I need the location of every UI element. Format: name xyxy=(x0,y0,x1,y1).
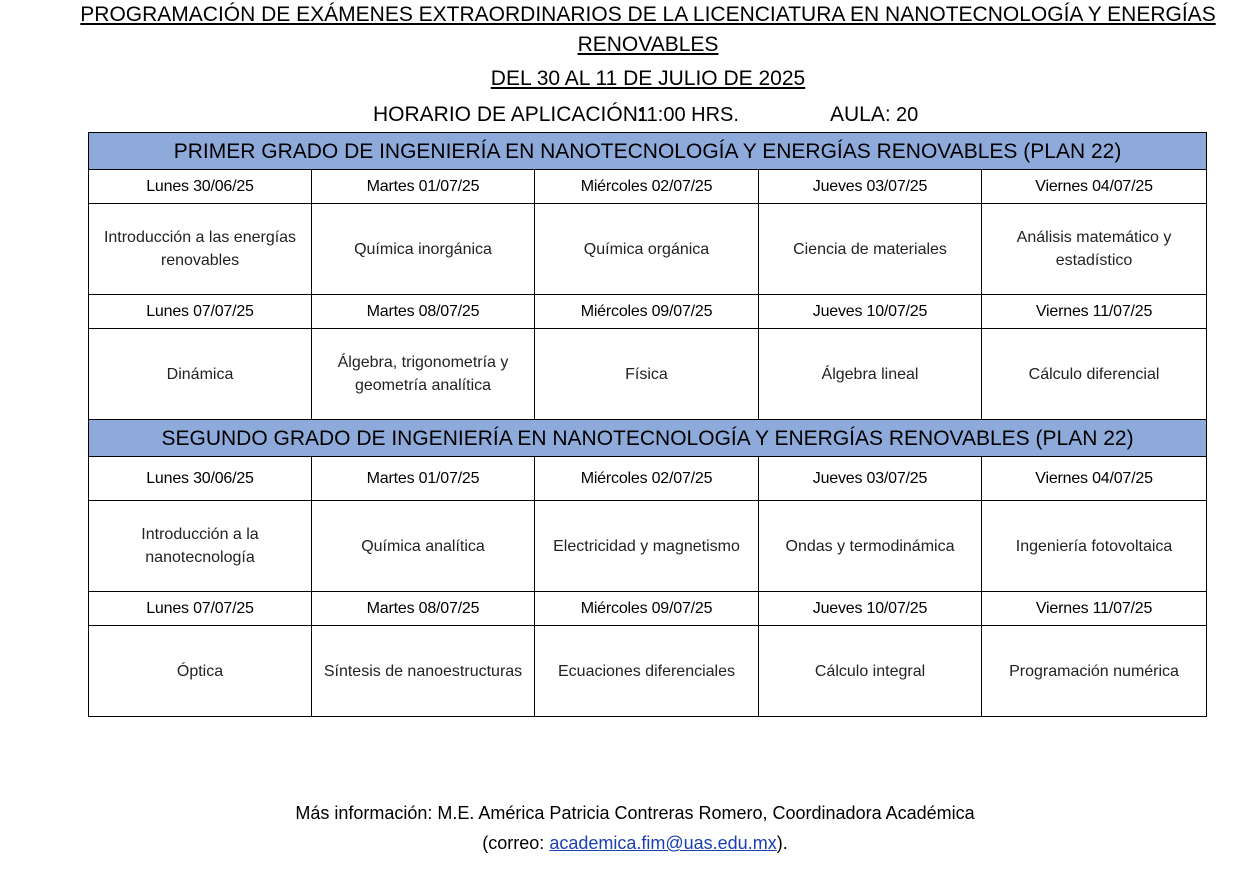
day-row xyxy=(89,592,1207,626)
grade-title: SEGUNDO GRADO DE INGENIERÍA EN NANOTECNOLOGÍA Y ENERGÍAS RENOVABLES (PLAN 22) xyxy=(89,420,1207,457)
room-value: 20 xyxy=(896,104,919,126)
grade-title: PRIMER GRADO DE INGENIERÍA EN NANOTECNOLOGÍA Y ENERGÍAS RENOVABLES (PLAN 22) xyxy=(89,133,1207,170)
schedule-info xyxy=(0,100,1246,130)
day-cell: Martes 08/07/25 xyxy=(312,295,535,329)
time-label: HORARIO DE APLICACIÓN: xyxy=(373,103,644,126)
subject-cell: Ingeniería fotovoltaica xyxy=(982,501,1207,592)
day-cell: Martes 01/07/25 xyxy=(312,170,535,204)
day-cell: Lunes 07/07/25 xyxy=(89,592,312,626)
day-row xyxy=(89,170,1207,204)
subject-cell: Introducción a las energías renovables xyxy=(89,204,312,295)
day-cell: Viernes 11/07/25 xyxy=(982,592,1207,626)
day-row xyxy=(89,295,1207,329)
contact-info: Más información: M.E. América Patricia Contreras Romero, Coordinadora Académica xyxy=(295,803,975,823)
day-cell: Jueves 03/07/25 xyxy=(759,457,982,501)
subject-cell: Análisis matemático y estadístico xyxy=(982,204,1207,295)
day-cell: Miércoles 02/07/25 xyxy=(535,457,759,501)
subject-row xyxy=(89,626,1207,717)
subject-cell: Cálculo integral xyxy=(759,626,982,717)
contact-suffix: ). xyxy=(776,833,788,853)
subject-cell: Cálculo diferencial xyxy=(982,329,1207,420)
subject-cell: Dinámica xyxy=(89,329,312,420)
day-cell: Lunes 30/06/25 xyxy=(89,170,312,204)
time-value: 11:00 HRS. xyxy=(637,104,739,126)
document-title-continuation: RENOVABLES xyxy=(577,33,719,56)
day-cell: Martes 01/07/25 xyxy=(312,457,535,501)
subject-cell: Ecuaciones diferenciales xyxy=(535,626,759,717)
grade-header-row xyxy=(89,133,1207,170)
subject-row xyxy=(89,501,1207,592)
subject-cell: Física xyxy=(535,329,759,420)
subject-cell: Álgebra lineal xyxy=(759,329,982,420)
subject-cell: Ondas y termodinámica xyxy=(759,501,982,592)
day-cell: Viernes 04/07/25 xyxy=(982,457,1207,501)
day-cell: Martes 08/07/25 xyxy=(312,592,535,626)
exam-schedule-table xyxy=(88,132,1207,717)
day-cell: Lunes 30/06/25 xyxy=(89,457,312,501)
subject-cell: Química analítica xyxy=(312,501,535,592)
day-cell: Jueves 10/07/25 xyxy=(759,592,982,626)
date-range: DEL 30 AL 11 DE JULIO DE 2025 xyxy=(490,67,806,90)
day-cell: Lunes 07/07/25 xyxy=(89,295,312,329)
document-title: PROGRAMACIÓN DE EXÁMENES EXTRAORDINARIOS DE LA LICENCIATURA EN NANOTECNOLOGÍA Y ENERGÍAS xyxy=(80,3,1216,26)
subject-row xyxy=(89,204,1207,295)
subject-cell: Programación numérica xyxy=(982,626,1207,717)
day-cell: Miércoles 09/07/25 xyxy=(535,295,759,329)
subject-cell: Síntesis de nanoestructuras xyxy=(312,626,535,717)
day-cell: Miércoles 09/07/25 xyxy=(535,592,759,626)
room-label: AULA: xyxy=(830,103,891,126)
subject-cell: Química inorgánica xyxy=(312,204,535,295)
subject-cell: Electricidad y magnetismo xyxy=(535,501,759,592)
day-cell: Viernes 04/07/25 xyxy=(982,170,1207,204)
contact-email-line xyxy=(0,828,1246,858)
day-cell: Jueves 10/07/25 xyxy=(759,295,982,329)
day-row xyxy=(89,457,1207,501)
subject-cell: Óptica xyxy=(89,626,312,717)
grade-header-row xyxy=(89,420,1207,457)
subject-cell: Ciencia de materiales xyxy=(759,204,982,295)
contact-prefix: (correo: xyxy=(482,833,550,853)
subject-row xyxy=(89,329,1207,420)
day-cell: Miércoles 02/07/25 xyxy=(535,170,759,204)
subject-cell: Álgebra, trigonometría y geometría analítica xyxy=(312,329,535,420)
email-link[interactable]: academica.fim@uas.edu.mx xyxy=(549,833,777,853)
subject-cell: Introducción a la nanotecnología xyxy=(89,501,312,592)
subject-cell: Química orgánica xyxy=(535,204,759,295)
day-cell: Jueves 03/07/25 xyxy=(759,170,982,204)
day-cell: Viernes 11/07/25 xyxy=(982,295,1207,329)
